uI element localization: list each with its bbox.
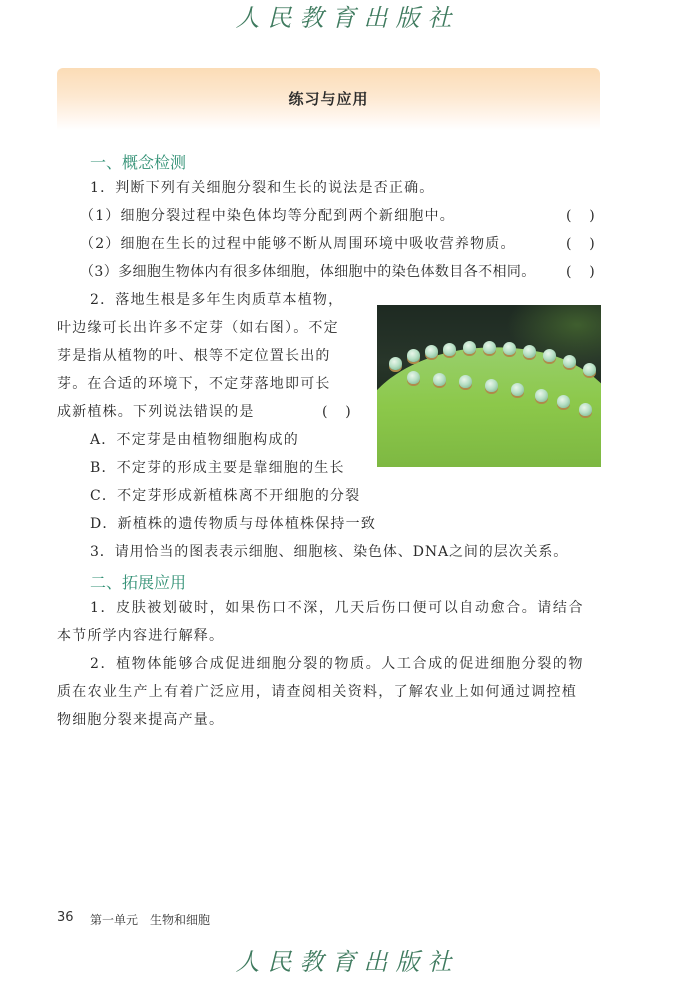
kalanchoe-leaf-photo (377, 305, 601, 467)
publisher-logo-top: 人民教育出版社 (235, 4, 460, 32)
question-2-line-4: 芽。在合适的环境下，不定芽落地即可长 (57, 376, 331, 392)
question-2-line-1: 2．落地生根是多年生肉质草本植物， (90, 292, 344, 308)
plantlet-bud (459, 375, 472, 388)
section-heading-extended-application: 二、拓展应用 (90, 573, 187, 592)
page-number: 36 (57, 910, 74, 925)
plantlet-bud (523, 345, 536, 358)
plantlet-bud (583, 363, 596, 376)
option-b: B．不定芽的形成主要是靠细胞的生长 (90, 460, 345, 476)
plantlet-bud (425, 345, 438, 358)
answer-blank-1-3[interactable]: ( ) (566, 264, 595, 280)
section-heading-concept-check: 一、概念检测 (90, 153, 187, 172)
publisher-logo-bottom: 人民教育出版社 (235, 948, 460, 976)
plantlet-bud (563, 355, 576, 368)
question-1-item-3: （3）多细胞生物体内有很多体细胞，体细胞中的染色体数目各不相同。 (80, 264, 536, 280)
plantlet-bud (535, 389, 548, 402)
question-1-item-1: （1）细胞分裂过程中染色体均等分配到两个新细胞中。 (80, 208, 455, 224)
plantlet-bud (511, 383, 524, 396)
answer-blank-1-2[interactable]: ( ) (566, 236, 595, 252)
answer-blank-1-1[interactable]: ( ) (566, 208, 595, 224)
plantlet-bud (463, 341, 476, 354)
question-2-line-5: 成新植株。下列说法错误的是 (57, 404, 255, 420)
plantlet-bud (433, 373, 446, 386)
extension-q1-line-1: 1．皮肤被划破时，如果伤口不深，几天后伤口便可以自动愈合。请结合 (90, 600, 585, 616)
question-1-stem: 1．判断下列有关细胞分裂和生长的说法是否正确。 (90, 180, 435, 196)
plantlet-bud (407, 349, 420, 362)
extension-q2-line-3: 物细胞分裂来提高产量。 (57, 712, 225, 728)
question-1-item-2: （2）细胞在生长的过程中能够不断从周围环境中吸收营养物质。 (80, 236, 516, 252)
question-2-line-3: 芽是指从植物的叶、根等不定位置长出的 (57, 348, 331, 364)
extension-q2-line-2: 质在农业生产上有着广泛应用，请查阅相关资料，了解农业上如何通过调控植 (57, 684, 578, 700)
plantlet-bud (443, 343, 456, 356)
plantlet-bud (579, 403, 592, 416)
plantlet-bud (407, 371, 420, 384)
answer-blank-2[interactable]: ( ) (322, 404, 351, 420)
banner-title: 练习与应用 (288, 90, 369, 108)
option-d: D．新植株的遗传物质与母体植株保持一致 (90, 516, 377, 532)
plantlet-bud (483, 341, 496, 354)
exercise-banner (57, 68, 600, 130)
question-2-line-2: 叶边缘可长出许多不定芽（如右图）。不定 (57, 320, 339, 336)
plantlet-bud (557, 395, 570, 408)
plantlet-bud (485, 379, 498, 392)
option-c: C．不定芽形成新植株离不开细胞的分裂 (90, 488, 361, 504)
plantlet-bud (543, 349, 556, 362)
option-a: A．不定芽是由植物细胞构成的 (90, 432, 299, 448)
chapter-label: 生物和细胞 (150, 913, 211, 927)
plantlet-bud (389, 357, 402, 370)
extension-q2-line-1: 2．植物体能够合成促进细胞分裂的物质。人工合成的促进细胞分裂的物 (90, 656, 585, 672)
plantlet-bud (503, 342, 516, 355)
unit-label: 第一单元 (90, 913, 139, 927)
question-3: 3．请用恰当的图表表示细胞、细胞核、染色体、DNA之间的层次关系。 (90, 544, 569, 560)
extension-q1-line-2: 本节所学内容进行解释。 (57, 628, 225, 644)
